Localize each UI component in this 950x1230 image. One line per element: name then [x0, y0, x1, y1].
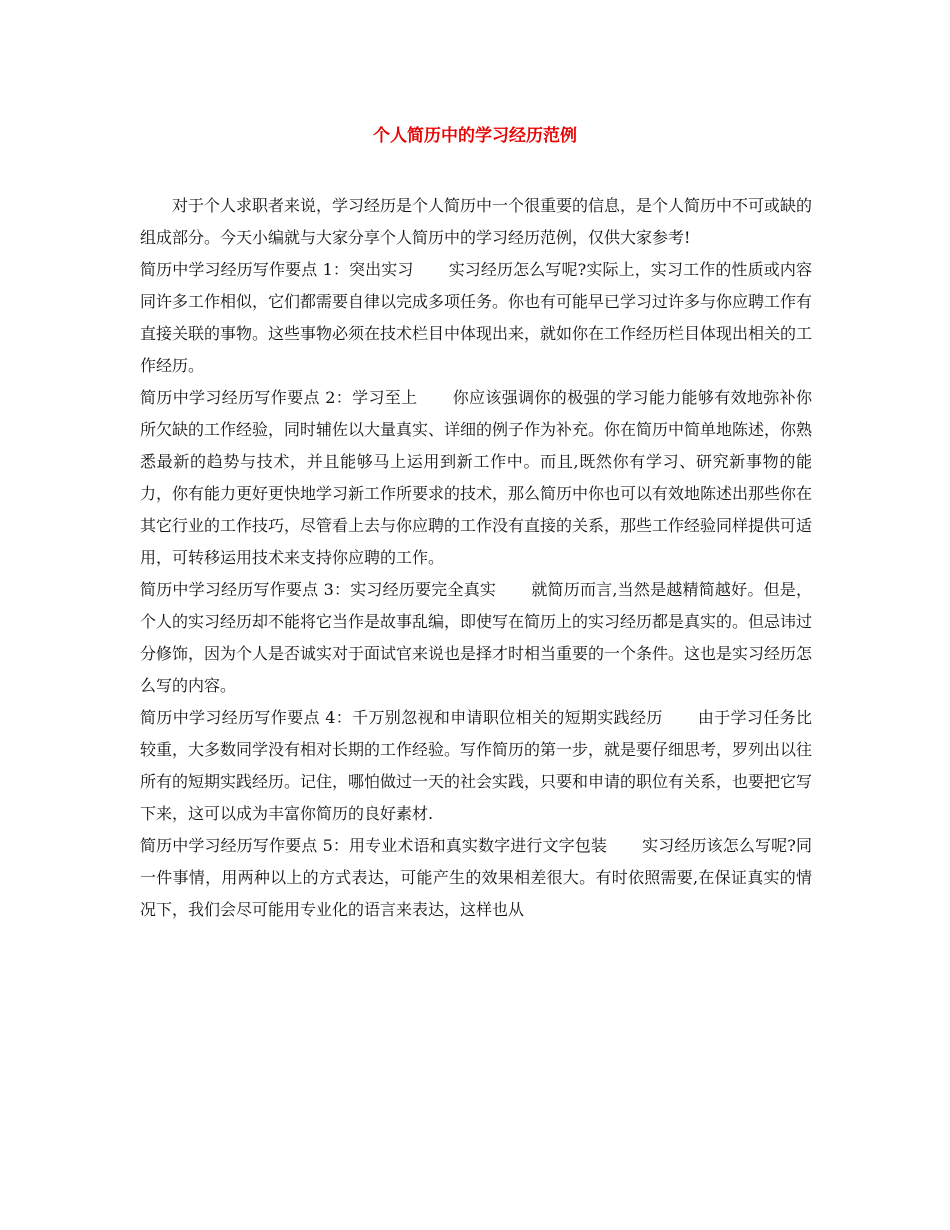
point-paragraph-2: [140, 382, 812, 574]
document-title: 个人简历中的学习经历范例: [373, 126, 577, 146]
point-text-4: 由于学习任务比较重，大多数同学没有相对长期的工作经验。写作简历的第一步，就是要仔细思考，罗列出以往所有的短期实践经历。记住，哪怕做过一天的社会实践，只要和申请的职位有关系，也要把它写下来，这可以成为丰富你简历的良好素材.: [140, 708, 813, 823]
point-paragraph-4: [140, 702, 812, 830]
point-paragraph-1: [140, 254, 812, 382]
point-paragraph-5: [140, 830, 812, 926]
point-text-3: 就简历而言,当然是越精简越好。但是，个人的实习经历却不能将它当作是故事乱编，即使写在简历上的实习经历都是真实的。但忌讳过分修饰，因为个人是否诚实对于面试官来说也是择才时相当重要的一个条件。这也是实习经历怎么写的内容。: [140, 580, 813, 695]
intro-paragraph: 对于个人求职者来说，学习经历是个人简历中一个很重要的信息，是个人简历中不可或缺的组成部分。今天小编就与大家分享个人简历中的学习经历范例，仅供大家参考!: [140, 196, 813, 247]
point-text-5: 实习经历该怎么写呢?同一件事情，用两种以上的方式表达，可能产生的效果相差很大。有时依照需要,在保证真实的情况下，我们会尽可能用专业化的语言来表达，这样也从: [140, 836, 812, 919]
point-heading-1: 简历中学习经历写作要点 1：突出实习: [140, 260, 414, 279]
point-heading-4: 简历中学习经历写作要点 4：千万别忽视和申请职位相关的短期实践经历: [140, 708, 663, 727]
point-text-1: 实习经历怎么写呢?实际上，实习工作的性质或内容同许多工作相似，它们都需要自律以完成多项任务。你也有可能早已学习过许多与你应聘工作有直接关联的事物。这些事物必须在技术栏目中体现出来，就如你在工作经历栏目体现出相关的工作经历。: [140, 260, 813, 375]
point-heading-2: 简历中学习经历写作要点 2：学习至上: [140, 388, 418, 407]
point-heading-5: 简历中学习经历写作要点 5：用专业术语和真实数字进行文字包装: [140, 836, 607, 855]
point-text-2: 你应该强调你的极强的学习能力能够有效地弥补你所欠缺的工作经验，同时辅佐以大量真实、详细的例子作为补充。你在简历中简单地陈述，你熟悉最新的趋势与技术，并且能够马上运用到新工作中。而且,既然你有学习、研究新事物的能力，你有能力更好更快地学习新工作所要求的技术，那么简历中你也可以有效地陈述出那些你在其它行业的工作技巧，尽管看上去与你应聘的工作没有直接的关系，那些工作经验同样提供可适用，可转移运用技术来支持你应聘的工作。: [140, 388, 813, 567]
document-body: [140, 190, 812, 926]
point-heading-3: 简历中学习经历写作要点 3：实习经历要完全真实: [140, 580, 497, 599]
point-paragraph-3: [140, 574, 812, 702]
